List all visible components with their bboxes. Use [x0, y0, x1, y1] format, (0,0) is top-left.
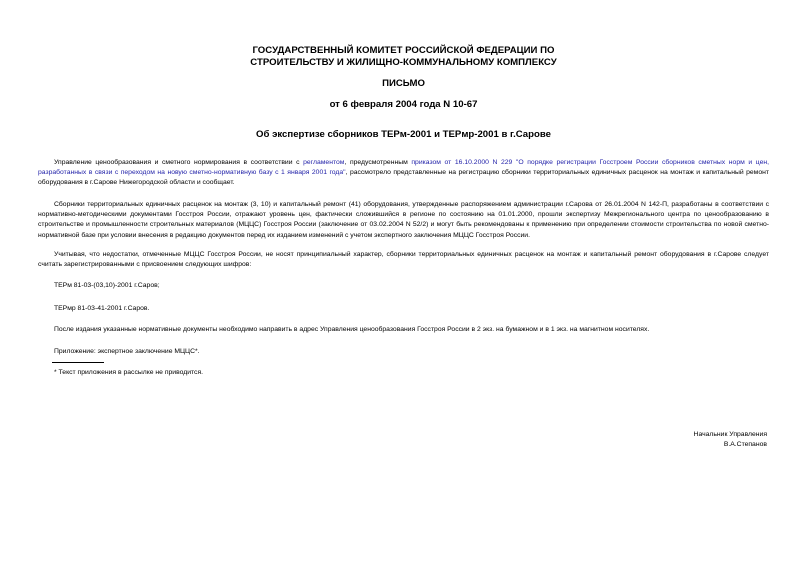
- paragraph-2: [38, 200, 769, 241]
- para3-text: Учитывая, что недостатки, отмеченные МЦЦС Госстроя России, не носят принципиальный характер, сборники территориальных единичных расценок на монтаж и капитальный ремонт оборудования в г.Сарове следует считать зарегистрированными с присвоением следующих шифров:: [38, 251, 769, 269]
- document-subject: Об экспертизе сборников ТЕРм-2001 и ТЕРмр-2001 в г.Сарове: [256, 129, 551, 140]
- footnote-text: * Текст приложения в рассылке не приводится.: [54, 369, 204, 376]
- paragraph-1: [38, 158, 769, 189]
- reglament-link[interactable]: регламентом: [303, 159, 345, 166]
- para2-text: Сборники территориальных единичных расценок на монтаж (3, 10) и капитальный ремонт (41) оборудования, утвержденные распоряжением администрации г.Сарова от 26.01.2004 N 142-П, разработаны в соответствии с нормативно-методическими документами Госстроя России, отражают уровень цен, фактически сложившийся в регионе по состоянию на 01.01.2000, прошли экспертизу Межрегионального центра по ценообразованию в строительстве и промышленности строительных материалов (МЦЦС) Госстроя России (заключение от 03.02.2004 N 52/2) и могут быть рекомендованы к применению при определении стоимости строительства по новой сметно-нормативной базе при условии внесения в редакцию документов перед их изданием изменений с учетом экспертного заключения МЦЦС Госстроя России.: [38, 201, 769, 239]
- signature-name: В.А.Степанов: [723, 441, 767, 448]
- para1-text-3: , рассмотрело представленные на регистрацию сборники территориальных единичных расценок на монтаж и капитальный ремонт оборудования в г.Сарове Нижегородской области и сообщает.: [38, 169, 769, 187]
- document-kind: ПИСЬМО: [382, 78, 425, 89]
- para1-text-2: , предусмотренным: [344, 159, 412, 166]
- org-line-2: СТРОИТЕЛЬСТВУ И ЖИЛИЩНО-КОММУНАЛЬНОМУ КОМПЛЕКСУ: [250, 57, 557, 68]
- paragraph-3: [38, 250, 769, 270]
- appendix-note: Приложение: экспертное заключение МЦЦС*.: [54, 348, 200, 355]
- document-date-number: от 6 февраля 2004 года N 10-67: [329, 99, 478, 110]
- para1-text-1: Управление ценообразования и сметного нормирования в соответствии с: [54, 159, 304, 166]
- order-229-link[interactable]: приказом от 16.10.2000 N 229 "О порядке регистрации Госстроем России сборников сметных норм и цен, разработанных в связи с переходом на новую сметно-нормативную базу с 1 января 2001 года": [38, 159, 769, 177]
- signature-position: Начальник Управления: [693, 431, 767, 438]
- org-line-1: ГОСУДАРСТВЕННЫЙ КОМИТЕТ РОССИЙСКОЙ ФЕДЕРАЦИИ ПО: [252, 45, 555, 56]
- code-terms-mount: ТЕРм 81-03-(03,10)-2001 г.Саров;: [54, 282, 160, 289]
- footnote-divider: [52, 362, 104, 363]
- paragraph-4: После издания указанные нормативные документы необходимо направить в адрес Управления ценообразования Госстроя России в 2 экз. на бумажном и в 1 экз. на магнитном носителях.: [54, 326, 650, 333]
- issuing-organization: [0, 45, 807, 69]
- code-terms-repair: ТЕРмр 81-03-41-2001 г.Саров.: [54, 305, 150, 312]
